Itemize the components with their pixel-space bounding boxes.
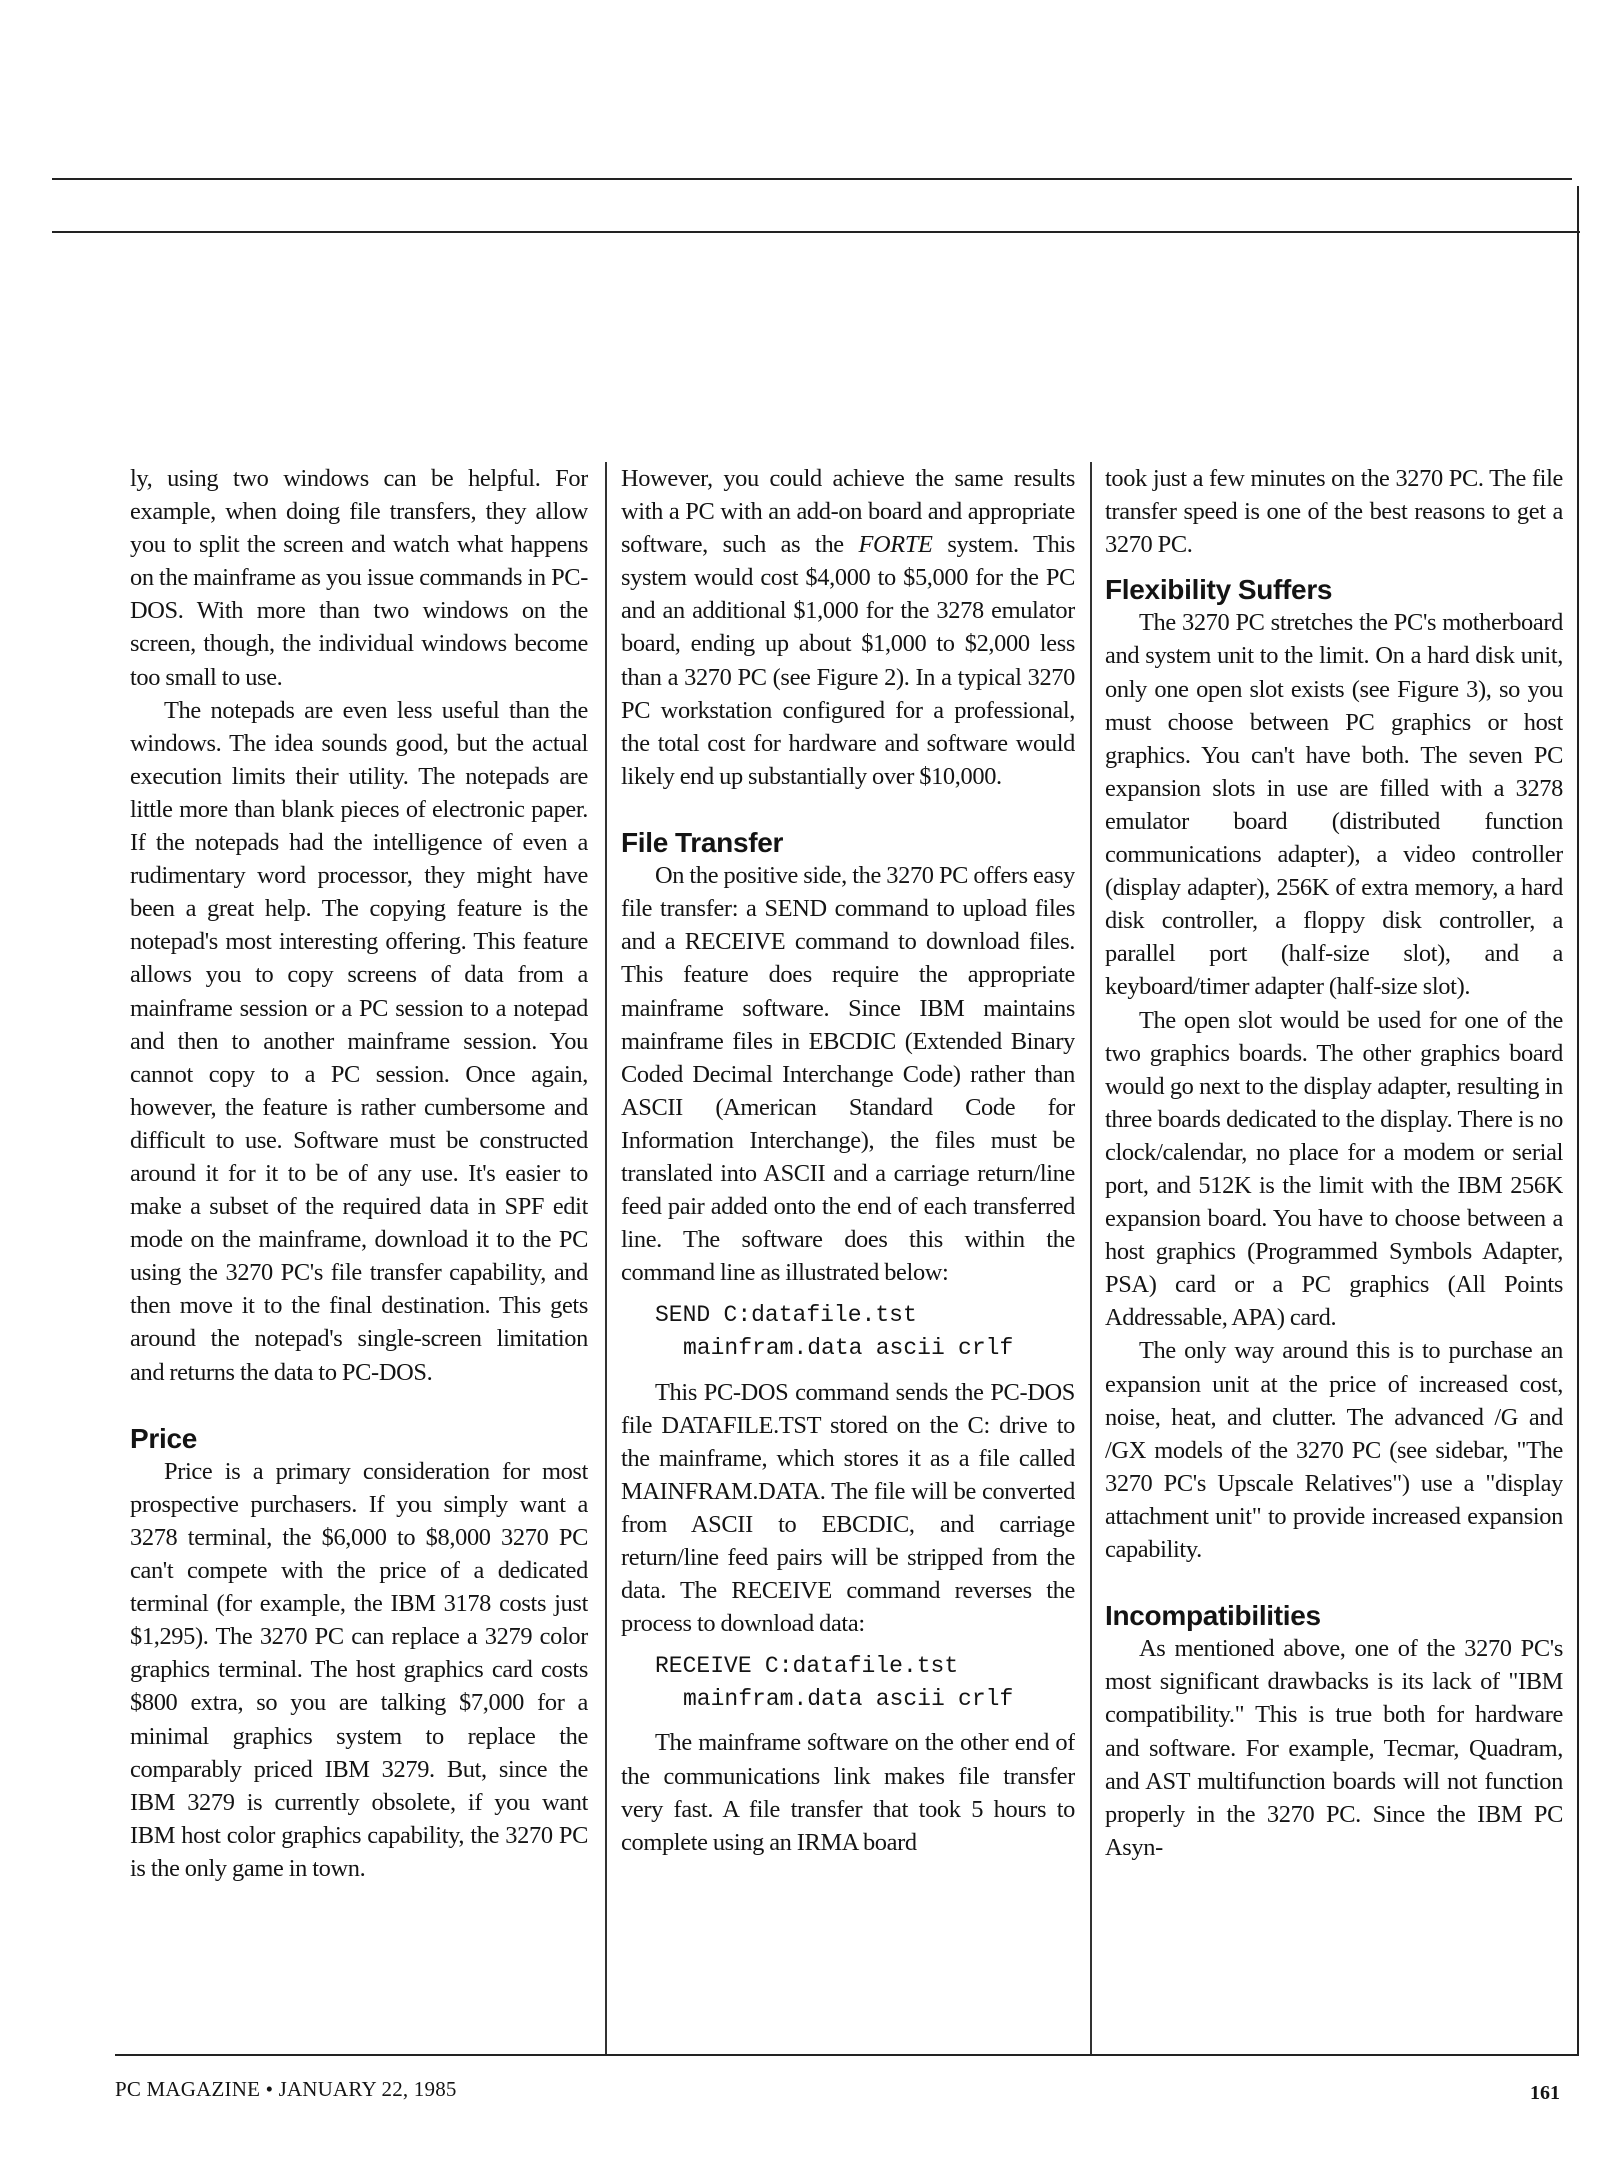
column-divider — [1090, 462, 1092, 2056]
article-column-2 — [621, 462, 1075, 2052]
right-border-rule — [1577, 186, 1579, 2056]
paragraph: However, you could achieve the same results with a PC with an add-on board and appropriate software, such as the FORTE system. This system would cost $4,000 to $5,000 for the PC and an additional $1,000 for the 3278 emulator board, ending up about $1,000 to $2,000 less than a 3270 PC (see Figure 2). In a typical 3270 PC workstation configured for a professional, the total cost for hardware and software would likely end up substantially over $10,000. — [621, 465, 1075, 790]
section-heading-flexibility: Flexibility Suffers — [1105, 574, 1333, 606]
paragraph: On the positive side, the 3270 PC offers easy file transfer: a SEND command to upload files and a RECEIVE command to download files. This feature does require the appropriate mainframe software. Since IBM maintains mainframe files in EBCDIC (Extended Binary Coded Decimal Interchange Code) rather than ASCII (American Standard Code for Information Interchange), the files must be translated into ASCII and a carriage return/line feed pair added onto the end of each transferred line. The software does this within the command line as illustrated below: — [621, 862, 1075, 1287]
paragraph: took just a few minutes on the 3270 PC. The file transfer speed is one of the best reasons to get a 3270 PC. — [1105, 465, 1563, 559]
paragraph: The notepads are even less useful than the windows. The idea sounds good, but the actual execution limits their utility. The notepads are little more than blank pieces of electronic paper. If the notepads had the intelligence of even a rudimentary word processor, they might have been a great help. The copying feature is the notepad's most interesting offering. This feature allows you to copy screens of data from a mainframe session or a PC session to a notepad and then to another mainframe session. You cannot copy to a PC session. Once again, however, the feature is rather cumbersome and difficult to use. Software must be constructed around it for it to be of any use. It's easier to make a subset of the required data in SPF edit mode on the mainframe, download it to the PC using the 3270 PC's file transfer capability, and then move it to the final destination. This gets around the notepad's single-screen limitation and returns the data to PC-DOS. — [130, 696, 588, 1386]
paragraph: ly, using two windows can be helpful. For example, when doing file transfers, they allow you to split the screen and watch what happens on the mainframe as you issue commands in PC-DOS. With more than two windows on the screen, though, the individual windows become too small to use. — [130, 465, 588, 691]
article-column-1 — [130, 462, 588, 2052]
paragraph: As mentioned above, one of the 3270 PC's most significant drawbacks is its lack of "IBM compatibility." This is true both for hardware and software. For example, Tecmar, Quadram, and AST multifunction boards will not function properly in the 3270 PC. Since the IBM PC Asyn- — [1105, 1635, 1563, 1861]
paragraph: The only way around this is to purchase an expansion unit at the price of increased cost, noise, heat, and clutter. The advanced /G and /GX models of the 3270 PC (see sidebar, "The 3270 PC's Upscale Relatives") use a "display attachment unit" to provide increased expansion capability. — [1105, 1337, 1563, 1563]
header-rule-bottom — [52, 231, 1580, 233]
section-heading-price: Price — [130, 1422, 197, 1454]
page-number: 161 — [1530, 2082, 1560, 2104]
paragraph: The mainframe software on the other end of the communications link makes file transfer very fast. A file transfer that took 5 hours to complete using an IRMA board — [621, 1729, 1075, 1856]
section-heading-incompatibilities: Incompatibilities — [1105, 1600, 1321, 1632]
footer-rule — [115, 2054, 1579, 2056]
footer-publication: PC MAGAZINE • JANUARY 22, 1985 — [115, 2077, 457, 2101]
section-heading-file-transfer: File Transfer — [621, 827, 784, 859]
paragraph: The open slot would be used for one of the two graphics boards. The other graphics board would go next to the display adapter, resulting in three boards dedicated to the display. There is no clock/calendar, no place for a modem or serial port, and 512K is the limit with the IBM 256K expansion board. You have to choose between a host graphics (Programmed Symbols Adapter, PSA) card or a PC graphics (All Points Addressable, APA) card. — [1105, 1006, 1563, 1332]
code-example-receive: RECEIVE C:datafile.tst mainfram.data ascii crlf — [655, 1653, 1014, 1713]
paragraph: The 3270 PC stretches the PC's motherboard and system unit to the limit. On a hard disk unit, only one open slot exists (see Figure 3), so you must choose between PC graphics or host graphics. You can't have both. The seven PC expansion slots in use are filled with a 3278 emulator board (distributed function communications adapter), a video controller (display adapter), 256K of extra memory, a hard disk controller, a floppy disk controller, a parallel port (half-size slot), and a keyboard/timer adapter (half-size slot). — [1105, 609, 1563, 1001]
code-example-send: SEND C:datafile.tst mainfram.data ascii crlf — [655, 1302, 1014, 1362]
article-column-3 — [1105, 462, 1563, 2052]
product-name-forte: FORTE — [858, 531, 933, 559]
column-divider — [605, 462, 607, 2056]
header-rule-top — [52, 178, 1572, 180]
paragraph: This PC-DOS command sends the PC-DOS file DATAFILE.TST stored on the C: drive to the mainframe, which stores it as a file called MAINFRAM.DATA. The file will be converted from ASCII to EBCDIC, and carriage return/line feed pairs will be stripped from the data. The RECEIVE command reverses the process to download data: — [621, 1378, 1075, 1638]
paragraph: Price is a primary consideration for most prospective purchasers. If you simply want a 3278 terminal, the $6,000 to $8,000 3270 PC can't compete with the price of a dedicated terminal (for example, the IBM 3178 costs just $1,295). The 3270 PC can replace a 3279 color graphics terminal. The host graphics card costs $800 extra, so you are talking $7,000 for a minimal graphics system to replace the comparably priced IBM 3279. But, since the IBM 3279 is currently obsolete, if you want IBM host color graphics capability, the 3270 PC is the only game in town. — [130, 1457, 588, 1882]
